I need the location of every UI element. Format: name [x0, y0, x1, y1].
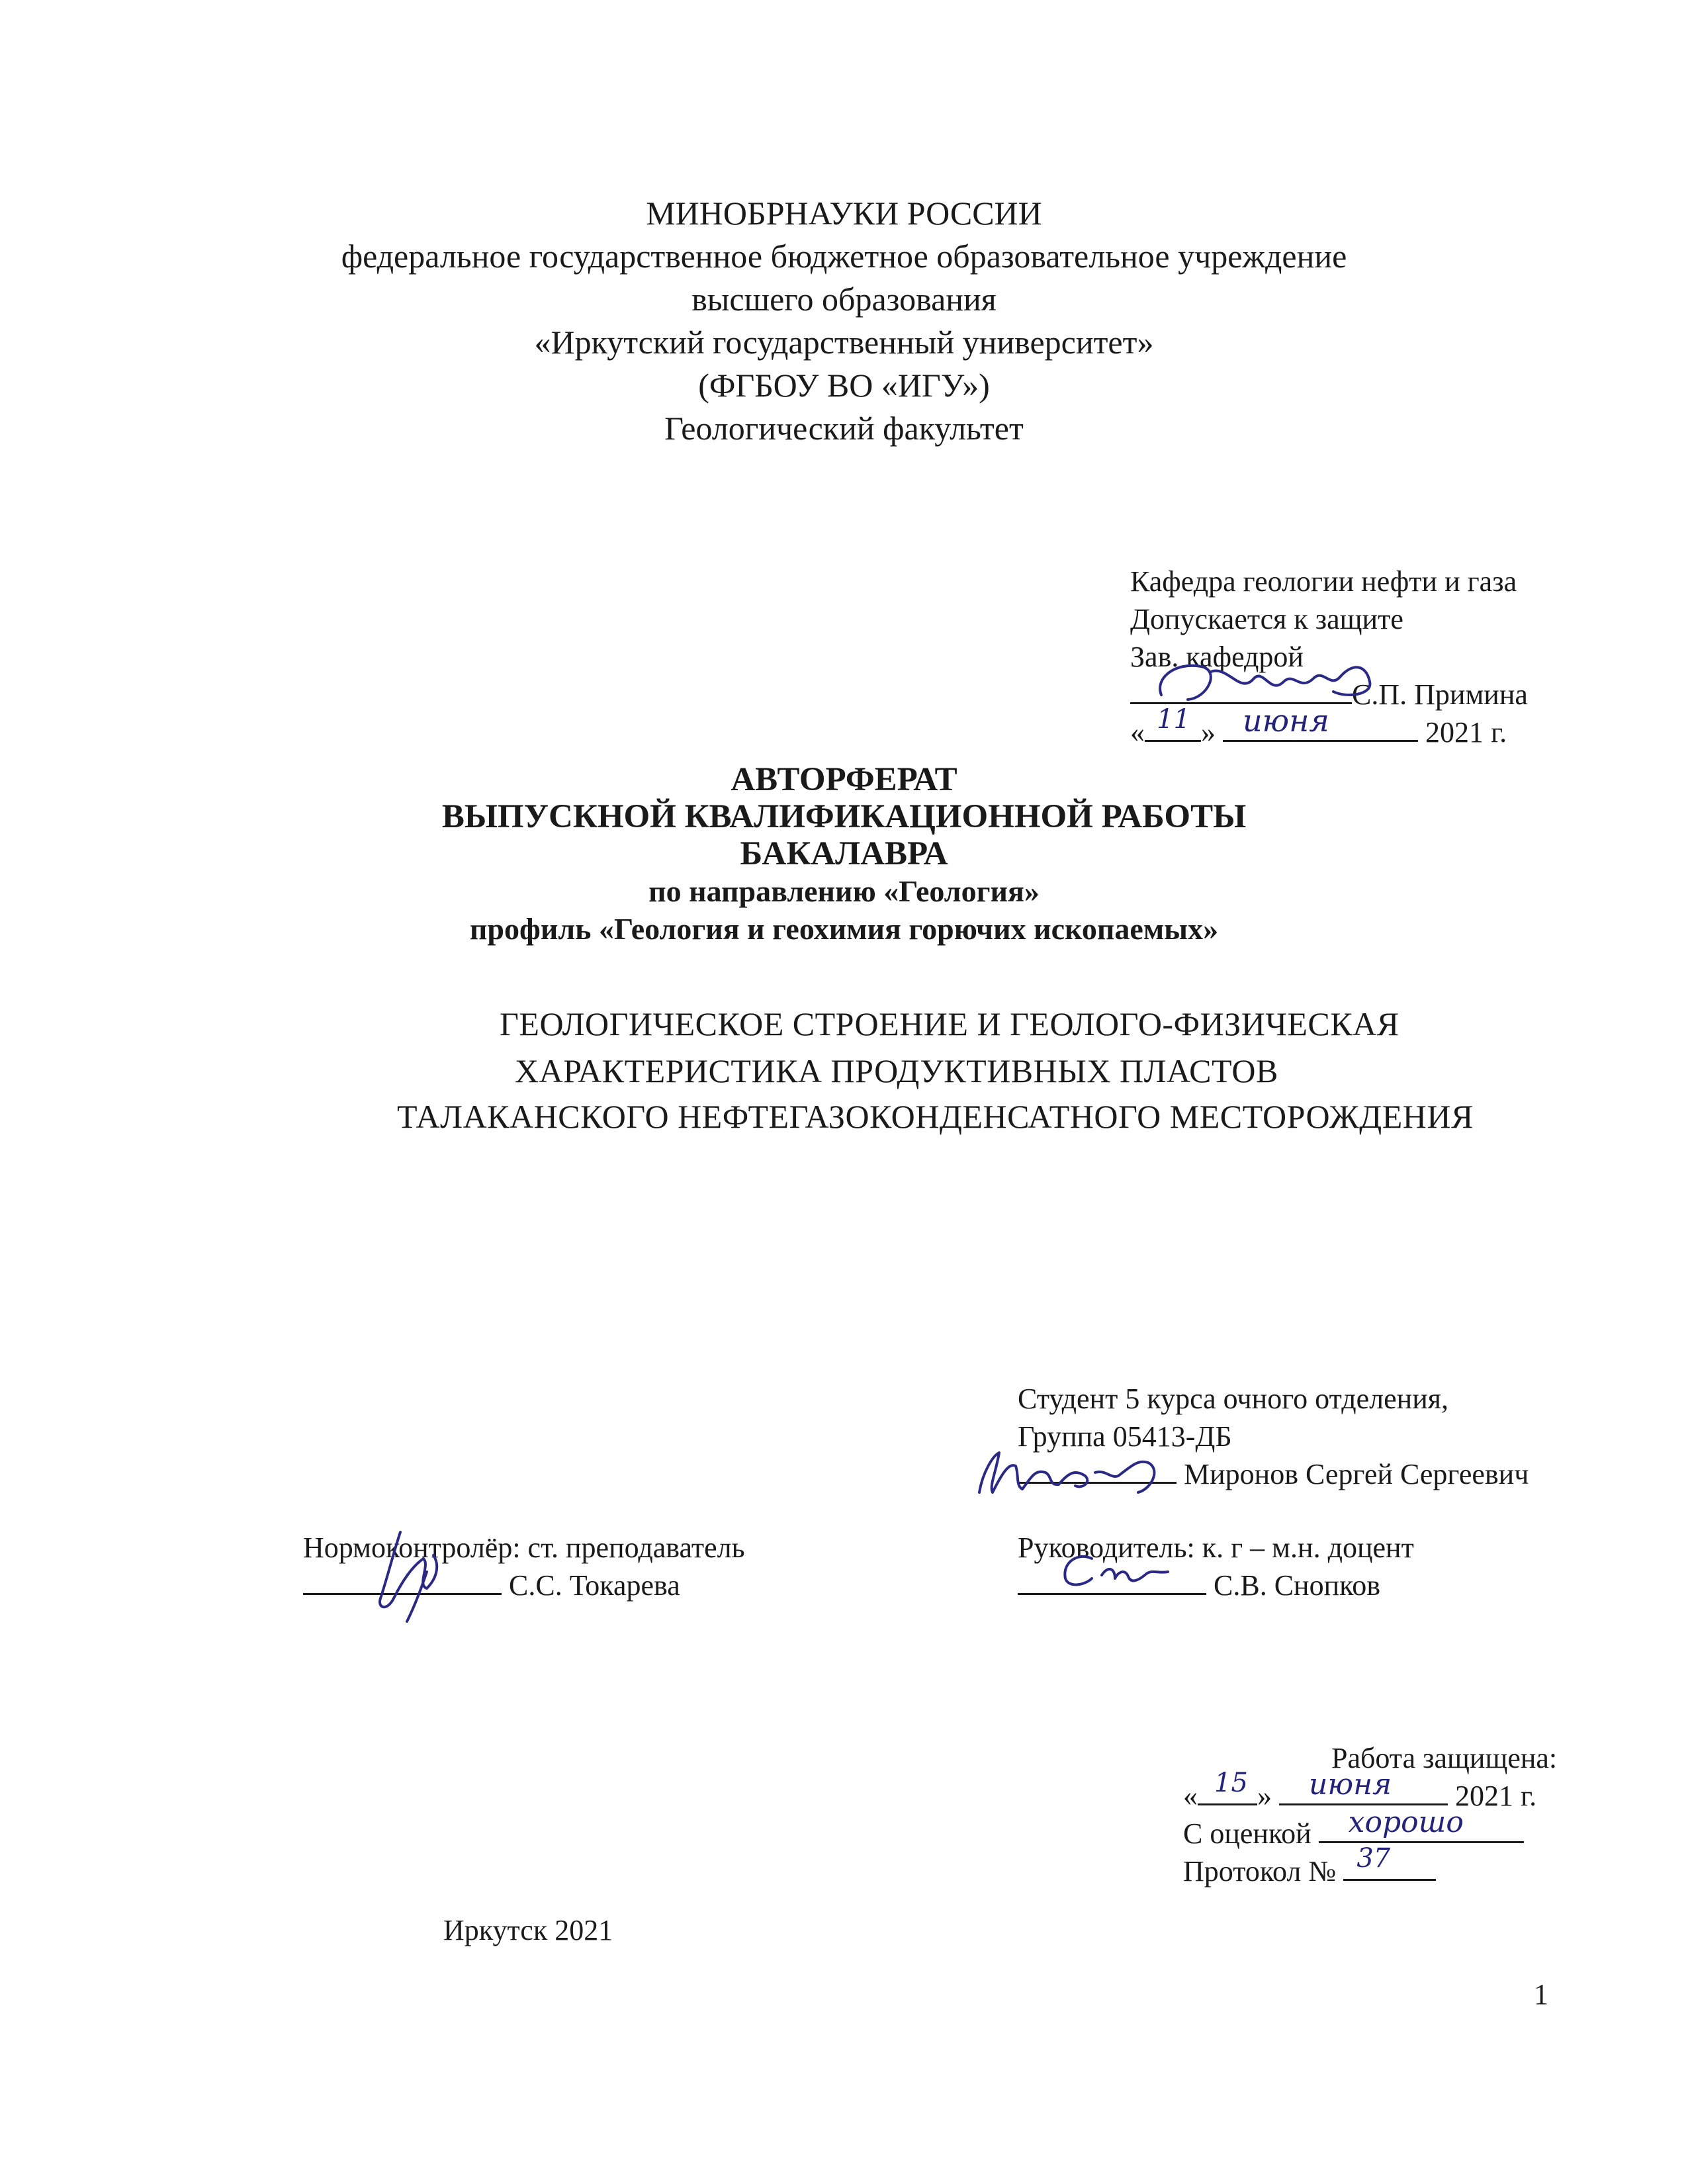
defense-block: [1183, 1768, 1537, 1890]
defense-label: Работа защищена:: [1331, 1742, 1558, 1774]
title-line-1: АВТОРФЕРАТ: [731, 761, 957, 798]
normcontrol-signature: [367, 1525, 473, 1625]
ministry-name: МИНОБРНАУКИ РОССИИ: [646, 195, 1042, 232]
defense-day-handwritten: 15: [1214, 1768, 1248, 1798]
topic-line-2: ХАРАКТЕРИСТИКА ПРОДУКТИВНЫХ ПЛАСТОВ: [515, 1052, 1278, 1089]
head-label: Зав. кафедрой: [1130, 641, 1304, 673]
topic-line-3: ТАЛАКАНСКОГО НЕФТЕГАЗОКОНДЕНСАТНОГО МЕСТОРОЖДЕНИЯ: [397, 1098, 1474, 1135]
page-number: 1: [1534, 1978, 1548, 2011]
defense-protocol: Протокол № 37: [1183, 1852, 1536, 1890]
direction-line: по направлению «Геология»: [648, 874, 1040, 908]
student-name: Миронов Сергей Сергеевич: [1184, 1458, 1529, 1490]
admitted-label: Допускается к защите: [1130, 603, 1403, 635]
supervisor-name: С.В. Снопков: [1214, 1569, 1381, 1602]
topic-line-1: ГЕОЛОГИЧЕСКОЕ СТРОЕНИЕ И ГЕОЛОГО-ФИЗИЧЕСКАЯ: [500, 1005, 1399, 1042]
defense-month-handwritten: июня: [1309, 1768, 1392, 1801]
defense-grade: С оценкой хорошо: [1183, 1815, 1536, 1852]
defense-date: « 15 » июня 2021 г.: [1183, 1777, 1536, 1815]
defense-year: 2021 г.: [1455, 1780, 1537, 1812]
header-block: [0, 192, 1688, 450]
supervisor-label: Руководитель: к. г – м.н. доцент: [1018, 1531, 1414, 1564]
approval-day-handwritten: 11: [1157, 704, 1190, 735]
protocol-handwritten: 37: [1356, 1843, 1391, 1874]
city-year: Иркутск 2021: [443, 1914, 613, 1946]
normcontrol-name: С.С. Токарева: [509, 1569, 680, 1602]
approval-month-handwritten: июня: [1243, 703, 1329, 739]
faculty-name: Геологический факультет: [664, 410, 1024, 447]
university-name: «Иркутский государственный университет»: [534, 324, 1154, 361]
student-course: Студент 5 курса очного отделения,: [1018, 1383, 1448, 1415]
student-group: Группа 05413-ДБ: [1018, 1420, 1232, 1453]
education-level: высшего образования: [691, 281, 997, 318]
head-signature: [1148, 659, 1399, 711]
head-name: С.П. Примина: [1352, 678, 1528, 711]
approval-year: 2021 г.: [1425, 716, 1507, 749]
grade-handwritten: хорошо: [1348, 1805, 1464, 1839]
title-block: [0, 761, 1688, 948]
approval-block: [1130, 563, 1528, 751]
supervisor-signature: [1052, 1549, 1184, 1595]
institution-type: федеральное государственное бюджетное образовательное учреждение: [341, 238, 1347, 275]
approval-date: « 11 » июня 2021 г.: [1130, 713, 1528, 751]
university-abbreviation: (ФГБОУ ВО «ИГУ»): [698, 367, 990, 404]
profile-line: профиль «Геология и геохимия горючих ископаемых»: [469, 912, 1219, 946]
title-line-2: ВЫПУСКНОЙ КВАЛИФИКАЦИОННОЙ РАБОТЫ: [441, 798, 1247, 835]
student-signature: [969, 1446, 1181, 1506]
department-name: Кафедра геологии нефти и газа: [1130, 565, 1517, 598]
normcontrol-label: Нормоконтролёр: ст. преподаватель: [303, 1531, 745, 1564]
title-line-3: БАКАЛАВРА: [740, 835, 948, 872]
